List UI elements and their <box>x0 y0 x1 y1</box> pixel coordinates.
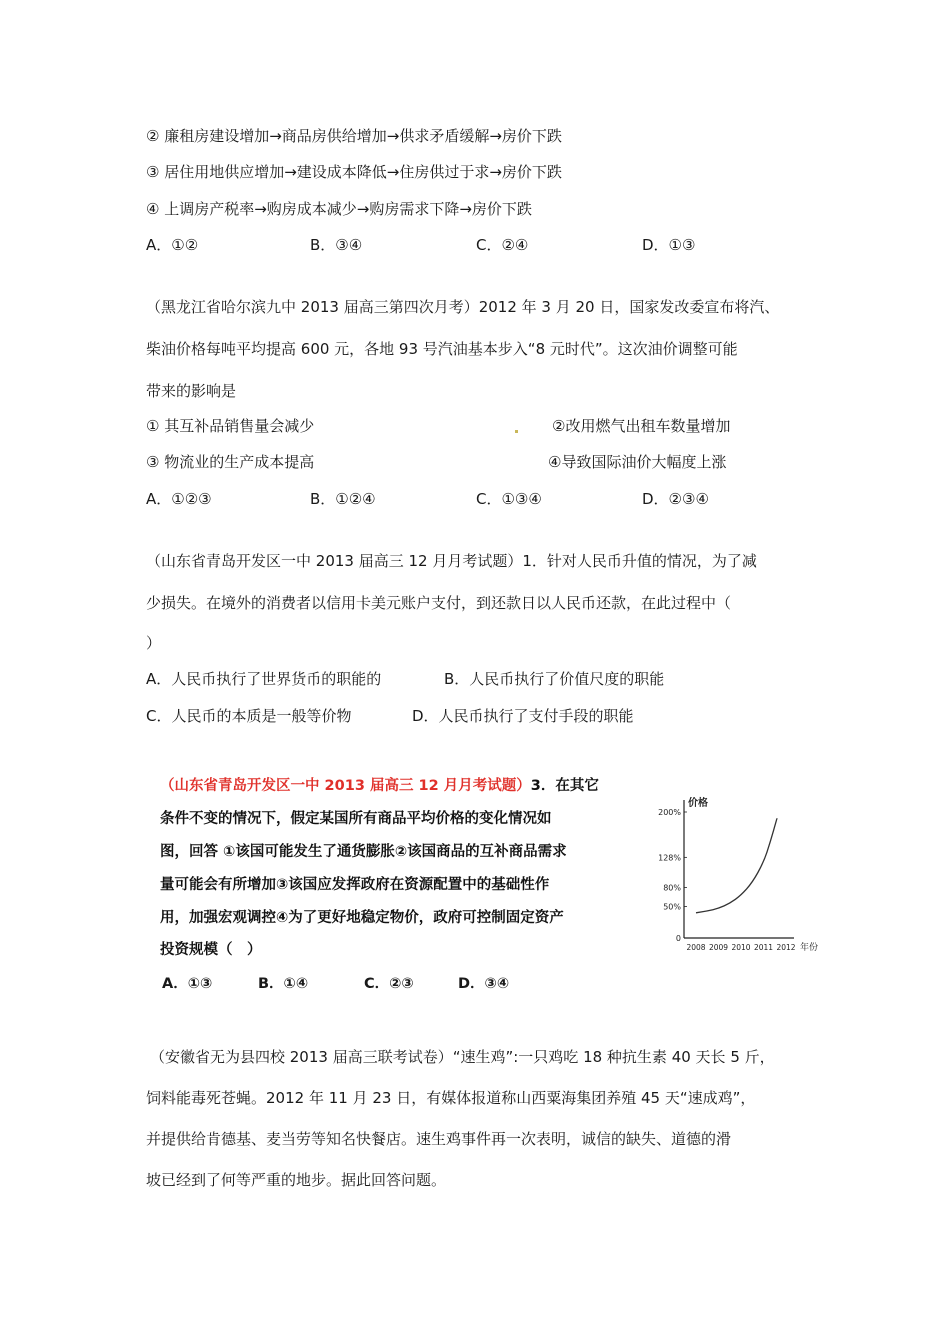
y-tick-label: 128% <box>658 853 681 863</box>
y-tick-labels <box>658 808 687 943</box>
q1-option-a: A．①② <box>146 236 199 254</box>
q1-option-c: C．②④ <box>476 236 529 254</box>
q4-line-1 <box>160 776 599 796</box>
q4-line-3: 图，回答 ①该国可能发生了通货膨胀②该国商品的互补商品需求 <box>160 844 567 860</box>
x-tick-labels <box>686 943 795 952</box>
x-tick-label: 2012 <box>776 943 796 952</box>
q4-source: （山东省青岛开发区一中 2013 届高三 12 月月考试题） <box>160 778 531 794</box>
x-axis-label: 年份 <box>800 943 819 953</box>
q3-option-d: D．人民币执行了支付手段的职能 <box>412 707 634 725</box>
q1-option-d: D．①③ <box>642 236 696 254</box>
stray-mark <box>515 430 518 433</box>
x-tick-label: 2011 <box>753 943 774 952</box>
q4-option-d: D．③④ <box>458 976 510 992</box>
q4-question-image <box>150 772 830 1002</box>
q5-line-2: 饲料能毒死苍蝇。2012 年 11 月 23 日，有媒体报道称山西粟海集团养殖 45 天“速成鸡”， <box>146 1089 756 1107</box>
q1-item-4: ④ 上调房产税率→购房成本减少→购房需求下降→房价下跌 <box>146 200 532 218</box>
q2-option-a: A．①②③ <box>146 490 212 508</box>
q2-option-d: D．②③④ <box>642 490 709 508</box>
q2-item-2: ②改用燃气出租车数量增加 <box>552 417 731 435</box>
y-tick-label: 80% <box>663 883 681 893</box>
q4-line-6: 投资规模（ ） <box>160 942 262 958</box>
q1-option-b: B．③④ <box>310 236 363 254</box>
q2-option-c: C．①③④ <box>476 490 542 508</box>
q5-line-1: （安徽省无为县四校 2013 届高三联考试卷）“速生鸡”:一只鸡吃 18 种抗生素 40 天长 5 斤， <box>150 1048 775 1066</box>
price-chart <box>644 790 830 972</box>
q4-line-2: 条件不变的情况下，假定某国所有商品平均价格的变化情况如 <box>160 811 552 827</box>
q5-line-4: 坡已经到了何等严重的地步。据此回答问题。 <box>146 1171 447 1189</box>
q3-line-1: （山东省青岛开发区一中 2013 届高三 12 月月考试题）1．针对人民币升值的情况，为了减 <box>146 552 757 570</box>
q4-line-5: 用，加强宏观调控④为了更好地稳定物价，政府可控制固定资产 <box>160 910 564 926</box>
x-tick-label: 2010 <box>731 943 751 952</box>
y-axis-label: 价格 <box>688 798 708 809</box>
q2-line-3: 带来的影响是 <box>146 382 237 400</box>
y-tick-label: 0 <box>675 934 681 943</box>
q2-item-4: ④导致国际油价大幅度上涨 <box>548 453 727 471</box>
y-tick-label: 50% <box>663 902 681 912</box>
q1-item-3: ③ 居住用地供应增加→建设成本降低→住房供过于求→房价下跌 <box>146 163 562 181</box>
q2-option-b: B．①②④ <box>310 490 376 508</box>
x-tick-label: 2009 <box>708 943 729 952</box>
q3-option-c: C．人民币的本质是一般等价物 <box>146 707 352 725</box>
q2-item-1: ① 其互补品销售量会减少 <box>146 417 315 435</box>
price-series-line <box>696 818 777 913</box>
q4-line-4: 量可能会有所增加③该国应发挥政府在资源配置中的基础性作 <box>160 877 550 893</box>
q4-option-a: A．①③ <box>162 976 213 992</box>
q4-option-c: C．②③ <box>364 976 414 992</box>
y-tick-label: 200% <box>658 808 681 817</box>
q3-line-2: 少损失。在境外的消费者以信用卡美元账户支付，到还款日以人民币还款，在此过程中（ <box>146 594 732 612</box>
q2-line-2: 柴油价格每吨平均提高 600 元，各地 93 号汽油基本步入“8 元时代”。这次油价调整可能 <box>146 340 738 358</box>
q5-line-3: 并提供给肯德基、麦当劳等知名快餐店。速生鸡事件再一次表明，诚信的缺失、道德的滑 <box>146 1130 732 1148</box>
q2-line-1: （黑龙江省哈尔滨九中 2013 届高三第四次月考）2012 年 3 月 20 日，国家发改委宣布将汽、 <box>146 298 780 316</box>
q4-option-b: B．①④ <box>258 976 309 992</box>
q4-line-1-rest: 3．在其它 <box>530 778 599 794</box>
q2-item-3: ③ 物流业的生产成本提高 <box>146 453 315 471</box>
q3-option-a: A．人民币执行了世界货币的职能的 <box>146 670 382 688</box>
x-tick-label: 2008 <box>686 943 706 952</box>
q1-item-2: ② 廉租房建设增加→商品房供给增加→供求矛盾缓解→房价下跌 <box>146 127 562 145</box>
q3-line-3: ） <box>146 634 162 652</box>
q3-option-b: B．人民币执行了价值尺度的职能 <box>444 670 665 688</box>
